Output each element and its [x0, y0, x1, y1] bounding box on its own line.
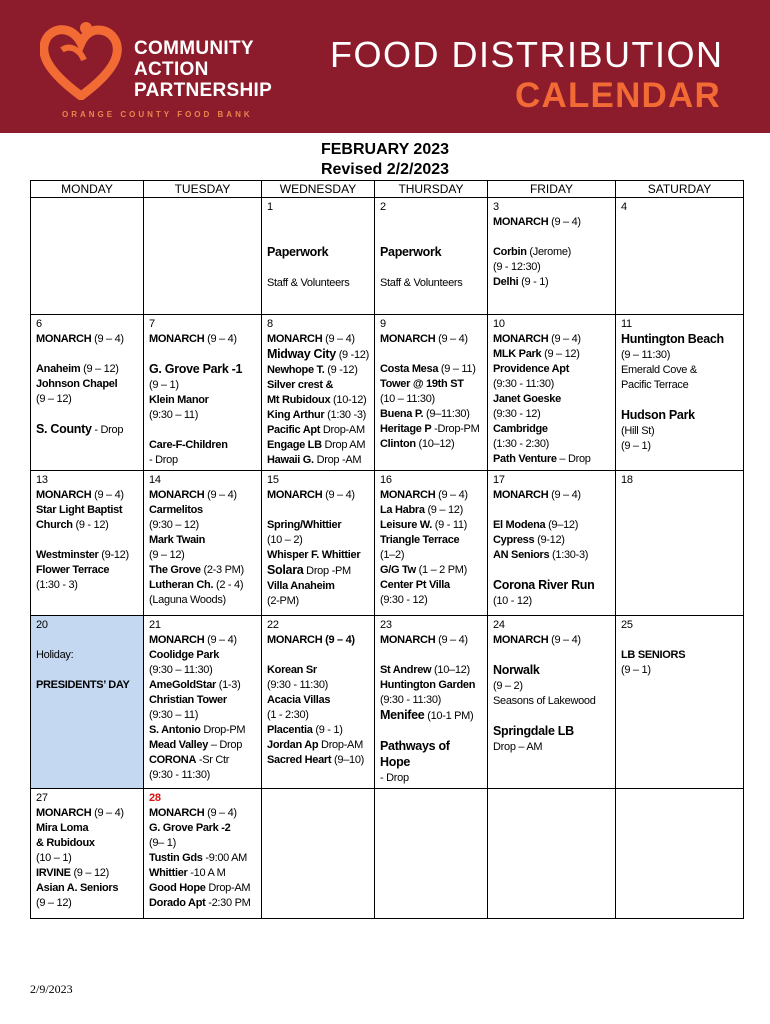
entry-line: Pacific Terrace — [621, 379, 689, 391]
entry-line: (1–2) — [380, 549, 405, 561]
entry-line: (9:30 - 12) — [380, 594, 428, 606]
entry-line: Placentia (9 - 1) — [267, 724, 343, 736]
day-number: 15 — [267, 474, 279, 486]
entry-line — [380, 648, 482, 663]
entry-line — [36, 633, 138, 648]
entry-line: Carmelitos — [149, 504, 203, 516]
entry-line: Johnson Chapel — [36, 378, 118, 390]
day-cell — [144, 315, 262, 471]
entry-line: Westminster (9-12) — [36, 549, 129, 561]
day-number: 28 — [149, 792, 161, 804]
title-food-distribution: FOOD DISTRIBUTION — [330, 34, 724, 75]
entry-line: G. Grove Park -1 — [149, 362, 243, 376]
week-row — [31, 471, 744, 616]
day-cell — [616, 616, 744, 789]
calendar-table — [30, 180, 744, 919]
entry-line: Costa Mesa (9 – 11) — [380, 363, 476, 375]
entry-line: Spring/Whittier — [267, 519, 342, 531]
entry-line — [380, 230, 482, 245]
day-number: 2 — [380, 201, 386, 213]
entry-line: AN Seniors (1:30-3) — [493, 549, 589, 561]
entry-line: (1 - 2:30) — [267, 709, 309, 721]
entry-line: MONARCH (9 – 4) — [493, 634, 581, 646]
entry-line: (9:30 – 12) — [149, 519, 199, 531]
entry-line: MONARCH (9 – 4) — [36, 489, 124, 501]
revised-label: Revised 2/2/2023 — [320, 161, 450, 178]
org-name-line1: COMMUNITY — [134, 38, 254, 59]
entry-line: (Hill St) — [621, 425, 655, 437]
day-cell — [262, 616, 375, 789]
entry-line — [267, 230, 369, 245]
entry-line: (9– 1) — [149, 837, 176, 849]
entry-line: MONARCH (9 – 4) — [380, 489, 468, 501]
day-number: 13 — [36, 474, 48, 486]
entry-line: G/G Tw (1 – 2 PM) — [380, 564, 467, 576]
entry-line — [267, 261, 369, 276]
day-number: 14 — [149, 474, 161, 486]
day-number: 17 — [493, 474, 505, 486]
entry-line: (10 – 11:30) — [380, 393, 435, 405]
entry-line: Springdale LB — [493, 724, 574, 738]
entry-line: La Habra (9 – 12) — [380, 504, 463, 516]
title-calendar: CALENDAR — [515, 76, 721, 115]
weekday-header: FRIDAY — [488, 181, 616, 198]
weekday-header: THURSDAY — [375, 181, 488, 198]
entry-line: MONARCH (9 – 4) — [493, 216, 581, 228]
day-cell — [144, 198, 262, 315]
entry-line: Hawaii G. Drop -AM — [267, 454, 362, 466]
entry-line: G. Grove Park -2 — [149, 822, 231, 834]
day-number: 18 — [621, 474, 633, 486]
day-cell — [144, 789, 262, 919]
entry-line: (10 – 1) — [36, 852, 72, 864]
entry-line: Korean Sr — [267, 664, 317, 676]
month-title — [0, 140, 770, 180]
entry-line: MONARCH (9 – 4) — [149, 333, 237, 345]
entry-line: Janet Goeske — [493, 393, 561, 405]
day-cell — [375, 198, 488, 315]
day-number: 8 — [267, 318, 273, 330]
day-cell — [616, 471, 744, 616]
entry-line — [493, 230, 610, 245]
entry-line: Jordan Ap Drop-AM — [267, 739, 363, 751]
entry-line: MONARCH (9 – 4) — [267, 489, 355, 501]
entry-line: Hudson Park — [621, 408, 695, 422]
entry-line: Cypress (9-12) — [493, 534, 565, 546]
entry-line: Corbin (Jerome) — [493, 246, 572, 258]
week-row — [31, 789, 744, 919]
weekday-header: SATURDAY — [616, 181, 744, 198]
day-cell — [262, 789, 375, 919]
calendar-body — [31, 198, 744, 919]
entry-line — [149, 423, 256, 438]
entry-line: MLK Park (9 – 12) — [493, 348, 580, 360]
day-cell — [144, 616, 262, 789]
day-cell — [262, 471, 375, 616]
entry-line: Christian Tower — [149, 694, 227, 706]
entry-line: Center Pt Villa — [380, 579, 450, 591]
day-cell — [31, 315, 144, 471]
day-cell — [488, 471, 616, 616]
day-cell — [144, 471, 262, 616]
entry-line: Asian A. Seniors — [36, 882, 119, 894]
day-number: 9 — [380, 318, 386, 330]
entry-line: - Drop — [380, 772, 409, 784]
day-number: 4 — [621, 201, 627, 213]
entry-line: (9:30 - 11:30) — [380, 694, 442, 706]
entry-line: (1:30 - 3) — [36, 579, 78, 591]
entry-line: (9:30 – 11) — [149, 409, 199, 421]
entry-line: (9:30 - 12) — [493, 408, 541, 420]
entry-line: Acacia Villas — [267, 694, 331, 706]
entry-line: (10 – 2) — [267, 534, 303, 546]
day-cell — [31, 616, 144, 789]
entry-line: Triangle Terrace — [380, 534, 460, 546]
entry-line: IRVINE (9 – 12) — [36, 867, 109, 879]
day-number: 27 — [36, 792, 48, 804]
header-banner — [0, 0, 770, 133]
day-number: 3 — [493, 201, 499, 213]
entry-line: (9:30 - 11:30) — [149, 769, 211, 781]
day-cell — [375, 616, 488, 789]
entry-line — [493, 503, 610, 518]
entry-line: Delhi (9 - 1) — [493, 276, 549, 288]
entry-line: (9 – 12) — [36, 393, 72, 405]
entry-line: PRESIDENTS’ DAY — [36, 679, 130, 691]
day-cell — [31, 198, 144, 315]
entry-line: (Laguna Woods) — [149, 594, 226, 606]
entry-line: Klein Manor — [149, 394, 209, 406]
entry-line: Sacred Heart (9–10) — [267, 754, 365, 766]
entry-line — [380, 261, 482, 276]
day-cell — [488, 789, 616, 919]
day-number: 23 — [380, 619, 392, 631]
entry-line: Tustin Gds -9:00 AM — [149, 852, 248, 864]
day-cell — [31, 789, 144, 919]
entry-line: & Rubidoux — [36, 837, 95, 849]
entry-line: MONARCH (9 – 4) — [149, 489, 237, 501]
entry-line: Flower Terrace — [36, 564, 110, 576]
entry-line: (2-PM) — [267, 595, 299, 607]
entry-line: El Modena (9–12) — [493, 519, 579, 531]
day-number: 6 — [36, 318, 42, 330]
entry-line: Path Venture – Drop — [493, 453, 591, 465]
entry-line: St Andrew (10–12) — [380, 664, 470, 676]
entry-line: - Drop — [149, 454, 178, 466]
entry-line: S. County - Drop — [36, 422, 124, 436]
entry-line: Staff & Volunteers — [267, 277, 350, 289]
weekday-header: WEDNESDAY — [262, 181, 375, 198]
entry-line: (9:30 - 11:30) — [493, 378, 555, 390]
org-name-line3: PARTNERSHIP — [134, 80, 273, 101]
entry-line: MONARCH (9 – 4) — [36, 807, 124, 819]
day-cell — [262, 315, 375, 471]
week-row — [31, 198, 744, 315]
week-row — [31, 616, 744, 789]
day-number: 7 — [149, 318, 155, 330]
entry-line: Paperwork — [267, 245, 329, 259]
entry-line: Paperwork — [380, 245, 442, 259]
entry-line: (10 - 12) — [493, 595, 532, 607]
entry-line: Mark Twain — [149, 534, 206, 546]
org-name — [134, 38, 272, 101]
org-subtitle: ORANGE COUNTY FOOD BANK — [62, 110, 253, 119]
entry-line: Emerald Cove & — [621, 364, 697, 376]
entry-line: Coolidge Park — [149, 649, 220, 661]
entry-line — [493, 563, 610, 578]
day-number: 11 — [621, 318, 632, 330]
entry-line: Care-F-Children — [149, 439, 228, 451]
entry-line: King Arthur (1:30 -3) — [267, 409, 367, 421]
entry-line: Pacific Apt Drop-AM — [267, 424, 365, 436]
entry-line: AmeGoldStar (1-3) — [149, 679, 241, 691]
entry-line: Engage LB Drop AM — [267, 439, 366, 451]
entry-line: Mt Rubidoux (10-12) — [267, 394, 367, 406]
entry-line: MONARCH (9 – 4) — [267, 634, 355, 646]
day-cell — [488, 198, 616, 315]
entry-line: Cambridge — [493, 423, 548, 435]
entry-line — [149, 347, 256, 362]
entry-line: LB SENIORS — [621, 649, 686, 661]
week-row — [31, 315, 744, 471]
entry-line: Mead Valley – Drop — [149, 739, 243, 751]
month-label: FEBRUARY 2023 — [320, 141, 450, 158]
entry-line — [621, 393, 738, 408]
weekday-header: MONDAY — [31, 181, 144, 198]
entry-line — [380, 215, 482, 230]
entry-line: Good Hope Drop-AM — [149, 882, 251, 894]
entry-line: Huntington Beach — [621, 332, 724, 346]
entry-line: Leisure W. (9 - 11) — [380, 519, 468, 531]
entry-line: MONARCH (9 – 4) — [36, 333, 124, 345]
day-cell — [488, 315, 616, 471]
entry-line: Corona River Run — [493, 578, 595, 592]
heart-logo-icon — [40, 20, 122, 100]
entry-line: MONARCH (9 – 4) — [267, 333, 355, 345]
day-number: 22 — [267, 619, 279, 631]
day-cell — [31, 471, 144, 616]
entry-line: Seasons of Lakewood — [493, 695, 596, 707]
entry-line: (9 – 1) — [621, 440, 651, 452]
entry-line: Pathways of Hope — [380, 739, 450, 769]
entry-line: (9:30 - 11:30) — [267, 679, 329, 691]
day-number: 20 — [36, 619, 48, 631]
day-number: 1 — [267, 201, 273, 213]
entry-line: (9 – 2) — [493, 680, 523, 692]
day-number: 16 — [380, 474, 392, 486]
entry-line: Providence Apt — [493, 363, 570, 375]
day-cell — [616, 198, 744, 315]
entry-line: Solara Drop -PM — [267, 563, 351, 577]
day-cell — [616, 315, 744, 471]
entry-line: The Grove (2-3 PM) — [149, 564, 244, 576]
entry-line: Huntington Garden — [380, 679, 476, 691]
entry-line: (9:30 – 11) — [149, 709, 199, 721]
entry-line: Church (9 - 12) — [36, 519, 109, 531]
entry-line: Lutheran Ch. (2 - 4) — [149, 579, 244, 591]
entry-line: (9 – 12) — [36, 897, 72, 909]
entry-line — [36, 347, 138, 362]
entry-line: Drop – AM — [493, 741, 543, 753]
entry-line: Tower @ 19th ST — [380, 378, 464, 390]
entry-line: MONARCH (9 – 4) — [149, 807, 237, 819]
entry-line: (9:30 – 11:30) — [149, 664, 213, 676]
entry-line — [493, 648, 610, 663]
entry-line: Star Light Baptist — [36, 504, 123, 516]
entry-line — [267, 215, 369, 230]
entry-line: Newhope T. (9 -12) — [267, 364, 358, 376]
entry-line — [621, 633, 738, 648]
entry-line: MONARCH (9 – 4) — [149, 634, 237, 646]
entry-line: Silver crest & — [267, 379, 334, 391]
day-cell — [375, 471, 488, 616]
entry-line: CORONA -Sr Ctr — [149, 754, 230, 766]
entry-line: Whisper F. Whittier — [267, 549, 361, 561]
footer-date: 2/9/2023 — [30, 982, 73, 996]
entry-line — [36, 663, 138, 678]
weekday-header-row — [31, 181, 744, 198]
day-number: 10 — [493, 318, 505, 330]
entry-line: MONARCH (9 – 4) — [493, 489, 581, 501]
entry-line: Menifee (10-1 PM) — [380, 708, 474, 722]
day-cell — [262, 198, 375, 315]
entry-line — [267, 648, 369, 663]
entry-line: MONARCH (9 – 4) — [380, 333, 468, 345]
entry-line: Holiday: — [36, 649, 74, 661]
day-number: 21 — [149, 619, 161, 631]
entry-line: (9 - 12:30) — [493, 261, 541, 273]
entry-line: (9 – 12) — [149, 549, 185, 561]
entry-line: Heritage P -Drop-PM — [380, 423, 480, 435]
entry-line: (9 – 11:30) — [621, 349, 671, 361]
entry-line: Clinton (10–12) — [380, 438, 455, 450]
entry-line — [267, 503, 369, 518]
entry-line: (9 – 1) — [621, 664, 651, 676]
entry-line: (9 – 1) — [149, 379, 179, 391]
entry-line: MONARCH (9 – 4) — [380, 634, 468, 646]
day-cell — [616, 789, 744, 919]
entry-line: S. Antonio Drop-PM — [149, 724, 246, 736]
entry-line: Staff & Volunteers — [380, 277, 463, 289]
day-cell — [488, 616, 616, 789]
entry-line: MONARCH (9 – 4) — [493, 333, 581, 345]
entry-line — [36, 533, 138, 548]
entry-line: Dorado Apt -2:30 PM — [149, 897, 251, 909]
entry-line: Whittier -10 A M — [149, 867, 226, 879]
entry-line: Buena P. (9–11:30) — [380, 408, 470, 420]
entry-line — [36, 407, 138, 422]
entry-line — [380, 724, 482, 739]
day-number: 24 — [493, 619, 505, 631]
entry-line: Norwalk — [493, 663, 540, 677]
entry-line: Anaheim (9 – 12) — [36, 363, 119, 375]
entry-line: Midway City (9 -12) — [267, 347, 369, 361]
entry-line: Mira Loma — [36, 822, 89, 834]
entry-line: (1:30 - 2:30) — [493, 438, 550, 450]
org-name-line2: ACTION — [134, 59, 209, 80]
entry-line — [380, 347, 482, 362]
day-cell — [375, 789, 488, 919]
weekday-header: TUESDAY — [144, 181, 262, 198]
entry-line: Villa Anaheim — [267, 580, 335, 592]
day-cell — [375, 315, 488, 471]
entry-line — [493, 709, 610, 724]
day-number: 25 — [621, 619, 633, 631]
